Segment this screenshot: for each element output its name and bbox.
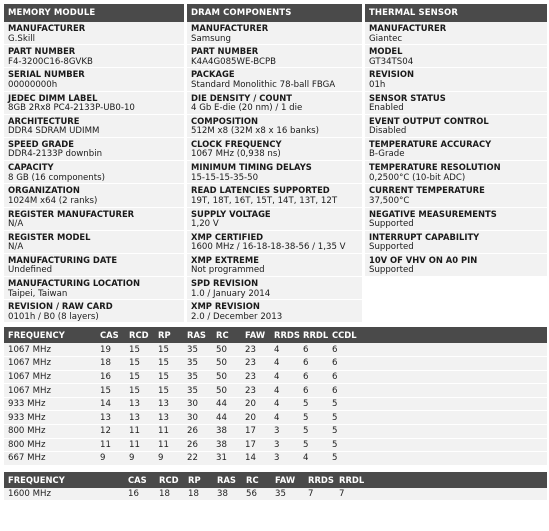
jedec-timing-cell: 4 [270, 397, 299, 411]
thermal-sensor-field [365, 231, 547, 254]
jedec-timing-cell: 13 [154, 411, 183, 425]
jedec-timing-cell: 4 [299, 452, 328, 466]
jedec-timing-cell: 50 [212, 384, 241, 398]
memory-module-field-label: MANUFACTURER [8, 23, 86, 33]
jedec-timing-row [4, 384, 547, 398]
memory-module-field [4, 68, 184, 91]
memory-module-field [4, 115, 184, 138]
memory-module-field-value: 8GB 2Rx8 PC4-2133P-UB0-10 [8, 103, 135, 114]
thermal-sensor-field [365, 184, 547, 207]
jedec-timing-cell: 38 [212, 425, 241, 439]
thermal-sensor-field [365, 22, 547, 45]
dram-components-field [187, 45, 362, 68]
xmp-timing-row [4, 488, 547, 501]
thermal-sensor-field-label: INTERRUPT CAPABILITY [369, 231, 480, 242]
thermal-sensor-field [365, 92, 547, 115]
memory-module-field-value: N/A [8, 219, 24, 229]
memory-module-field-label: REGISTER MODEL [8, 231, 91, 242]
xmp-timing-column-header: RAS [213, 472, 242, 488]
xmp-timing-cell: 16 [124, 488, 155, 501]
thermal-sensor-field-label: 10V OF VHV ON A0 PIN [369, 254, 478, 265]
memory-module-field-value: 1024M x64 (2 ranks) [8, 195, 98, 206]
jedec-timing-column-header: RC [212, 327, 241, 343]
dram-components-field [187, 138, 362, 161]
jedec-timing-cell: 6 [299, 343, 328, 356]
memory-module-field [4, 22, 184, 45]
memory-module-field [4, 277, 184, 300]
dram-components-field-label: PART NUMBER [191, 46, 259, 57]
xmp-timing-column-header: RRDS [304, 472, 335, 488]
memory-module-field-value: 8 GB (16 components) [8, 172, 105, 183]
thermal-sensor-field [365, 208, 547, 231]
jedec-timing-cell: 3 [270, 452, 299, 466]
jedec-timing-row [4, 343, 547, 356]
dram-components-field-value: 4 Gb E-die (20 nm) / 1 die [191, 103, 303, 114]
thermal-sensor-field-label: NEGATIVE MEASUREMENTS [369, 208, 497, 219]
dram-components-field-label: XMP EXTREME [191, 254, 259, 265]
dram-components-field [187, 22, 362, 45]
jedec-timing-row [4, 411, 547, 425]
thermal-sensor-field-label: REVISION [369, 69, 415, 80]
jedec-timing-cell: 35 [183, 370, 212, 384]
jedec-timing-cell: 9 [154, 452, 183, 466]
jedec-timing-cell: 800 MHz [4, 425, 96, 439]
dram-components-field [187, 300, 362, 323]
xmp-timing-cell: 7 [335, 488, 547, 501]
jedec-timing-column-header: CAS [96, 327, 125, 343]
jedec-timing-cell: 17 [241, 425, 270, 439]
memory-module-field-label: ARCHITECTURE [8, 115, 80, 126]
thermal-sensor-field-label: MANUFACTURER [369, 23, 447, 33]
dram-components-field-value: 1.0 / January 2014 [191, 288, 271, 299]
memory-module-field-value: DDR4-2133P downbin [8, 149, 103, 160]
thermal-sensor-field-label: EVENT OUTPUT CONTROL [369, 115, 489, 126]
xmp-timing-column-header: RP [184, 472, 213, 488]
jedec-timing-cell: 11 [154, 425, 183, 439]
memory-module-field [4, 300, 184, 323]
dram-components-field [187, 254, 362, 277]
dram-components-field-label: COMPOSITION [191, 115, 258, 126]
memory-module-field [4, 231, 184, 254]
jedec-timing-cell: 20 [241, 411, 270, 425]
jedec-timing-cell: 50 [212, 357, 241, 371]
jedec-timing-cell: 30 [183, 411, 212, 425]
jedec-timing-cell: 44 [212, 397, 241, 411]
dram-components-field-value: 1600 MHz / 16-18-18-38-56 / 1,35 V [191, 242, 346, 253]
jedec-timing-cell: 11 [154, 438, 183, 452]
memory-module-field-value: Undefined [8, 265, 53, 276]
thermal-sensor-empty-cell [365, 277, 547, 300]
memory-module-field-value: 0101h / B0 (8 layers) [8, 311, 99, 322]
jedec-timing-row [4, 370, 547, 384]
xmp-timing-cell: 56 [242, 488, 271, 501]
jedec-timing-cell: 44 [212, 411, 241, 425]
thermal-sensor-field-value: Enabled [369, 103, 404, 114]
jedec-timing-cell: 13 [96, 411, 125, 425]
memory-module-field-label: PART NUMBER [8, 46, 76, 57]
jedec-timing-column-header: CCDL [328, 327, 547, 343]
thermal-sensor-field [365, 68, 547, 91]
dram-components-field [187, 277, 362, 300]
memory-module-field-label: ORGANIZATION [8, 185, 80, 196]
jedec-timing-cell: 14 [241, 452, 270, 466]
jedec-timing-cell: 3 [270, 438, 299, 452]
dram-components-field-label: CLOCK FREQUENCY [191, 138, 282, 149]
memory-module-field [4, 138, 184, 161]
jedec-timing-cell: 35 [183, 357, 212, 371]
jedec-timing-cell: 4 [270, 343, 299, 356]
dram-components-field-label: READ LATENCIES SUPPORTED [191, 185, 330, 196]
dram-components-field-value: Standard Monolithic 78-ball FBGA [191, 79, 336, 90]
jedec-timings-table [4, 327, 547, 465]
jedec-timing-cell: 26 [183, 425, 212, 439]
memory-module-field-label: MANUFACTURING DATE [8, 254, 118, 265]
dram-components-field-value: Not programmed [191, 265, 265, 276]
jedec-timing-cell: 23 [241, 357, 270, 371]
info-columns [4, 4, 547, 323]
thermal-sensor-field [365, 45, 547, 68]
jedec-timing-cell: 50 [212, 370, 241, 384]
thermal-sensor-field-label: CURRENT TEMPERATURE [369, 185, 485, 196]
thermal-sensor-field-value: Giantec [369, 33, 403, 44]
jedec-timing-cell: 14 [96, 397, 125, 411]
memory-module-field-value: DDR4 SDRAM UDIMM [8, 126, 100, 137]
dram-components-column [187, 4, 365, 323]
jedec-timing-row [4, 397, 547, 411]
jedec-timing-cell: 11 [125, 425, 154, 439]
thermal-sensor-field-value: Supported [369, 242, 414, 253]
dram-components-field-value: 1,20 V [191, 219, 219, 229]
jedec-timing-cell: 9 [96, 452, 125, 466]
jedec-timing-cell: 23 [241, 384, 270, 398]
dram-components-field-label: SUPPLY VOLTAGE [191, 208, 271, 219]
jedec-timing-cell: 6 [328, 384, 547, 398]
jedec-timing-cell: 5 [328, 425, 547, 439]
dram-components-field [187, 92, 362, 115]
jedec-timing-cell: 11 [96, 438, 125, 452]
jedec-timing-cell: 15 [125, 357, 154, 371]
jedec-timing-cell: 933 MHz [4, 411, 96, 425]
jedec-timing-cell: 5 [299, 425, 328, 439]
memory-module-field [4, 161, 184, 184]
xmp-timings-table [4, 472, 547, 502]
spd-info-panel [4, 4, 547, 501]
jedec-timing-cell: 5 [299, 397, 328, 411]
jedec-timing-cell: 6 [299, 370, 328, 384]
thermal-sensor-field-label: MODEL [369, 46, 403, 57]
jedec-timing-cell: 6 [328, 357, 547, 371]
memory-module-header: MEMORY MODULE [4, 4, 184, 22]
thermal-sensor-field-value: 01h [369, 79, 386, 90]
memory-module-field [4, 92, 184, 115]
jedec-timing-cell: 13 [154, 397, 183, 411]
xmp-timing-column-header: RCD [155, 472, 184, 488]
jedec-timing-cell: 50 [212, 343, 241, 356]
xmp-timing-column-header: RC [242, 472, 271, 488]
jedec-timing-cell: 4 [270, 370, 299, 384]
dram-components-field [187, 208, 362, 231]
jedec-timing-cell: 30 [183, 397, 212, 411]
jedec-timing-cell: 15 [125, 384, 154, 398]
memory-module-column [4, 4, 187, 323]
memory-module-field-value: F4-3200C16-8GVKB [8, 56, 93, 67]
dram-components-field-label: PACKAGE [191, 69, 235, 80]
thermal-sensor-field [365, 254, 547, 277]
xmp-header-row [4, 472, 547, 488]
jedec-timing-cell: 13 [125, 397, 154, 411]
jedec-timing-cell: 1067 MHz [4, 384, 96, 398]
thermal-sensor-column [365, 4, 547, 323]
jedec-timing-cell: 17 [241, 438, 270, 452]
jedec-timing-cell: 19 [96, 343, 125, 356]
xmp-timing-cell: 1600 MHz [4, 488, 124, 501]
memory-module-field-value: 00000000h [8, 79, 58, 90]
memory-module-field-value: G.Skill [8, 33, 35, 44]
thermal-sensor-field [365, 138, 547, 161]
dram-components-field-label: MANUFACTURER [191, 23, 269, 33]
jedec-timing-cell: 933 MHz [4, 397, 96, 411]
dram-components-field-value: K4A4G085WE-BCPB [191, 56, 277, 67]
jedec-timing-cell: 31 [212, 452, 241, 466]
memory-module-field [4, 254, 184, 277]
dram-components-field-label: XMP CERTIFIED [191, 231, 264, 242]
thermal-sensor-field-value: GT34TS04 [369, 56, 414, 67]
jedec-timing-cell: 4 [270, 357, 299, 371]
thermal-sensor-field [365, 161, 547, 184]
memory-module-field-value: N/A [8, 242, 24, 253]
dram-components-field-value: 512M x8 (32M x8 x 16 banks) [191, 126, 320, 137]
jedec-timing-cell: 12 [96, 425, 125, 439]
xmp-timing-cell: 18 [184, 488, 213, 501]
xmp-timing-cell: 18 [155, 488, 184, 501]
jedec-timing-cell: 11 [125, 438, 154, 452]
thermal-sensor-field-label: SENSOR STATUS [369, 92, 446, 103]
jedec-timing-row [4, 452, 547, 466]
thermal-sensor-empty-cell [365, 300, 547, 323]
thermal-sensor-field-value: B-Grade [369, 149, 405, 160]
jedec-timing-cell: 15 [154, 370, 183, 384]
dram-components-field-label: MINIMUM TIMING DELAYS [191, 162, 312, 173]
thermal-sensor-field-label: TEMPERATURE RESOLUTION [369, 162, 501, 173]
dram-components-field [187, 68, 362, 91]
jedec-timing-cell: 23 [241, 370, 270, 384]
dram-components-field-label: DIE DENSITY / COUNT [191, 92, 292, 103]
jedec-timing-cell: 5 [328, 411, 547, 425]
jedec-timing-cell: 15 [154, 357, 183, 371]
thermal-sensor-field-label: TEMPERATURE ACCURACY [369, 138, 492, 149]
jedec-timing-cell: 15 [96, 384, 125, 398]
xmp-timing-cell: 38 [213, 488, 242, 501]
jedec-timing-cell: 1067 MHz [4, 370, 96, 384]
jedec-timing-column-header: FAW [241, 327, 270, 343]
jedec-timing-cell: 15 [154, 384, 183, 398]
jedec-timing-column-header: RRDS [270, 327, 299, 343]
memory-module-field-label: MANUFACTURING LOCATION [8, 278, 140, 289]
xmp-timing-cell: 35 [271, 488, 304, 501]
memory-module-field-label: REVISION / RAW CARD [8, 301, 113, 312]
jedec-timing-cell: 3 [270, 425, 299, 439]
dram-components-field [187, 231, 362, 254]
dram-components-header: DRAM COMPONENTS [187, 4, 362, 22]
xmp-timing-cell: 7 [304, 488, 335, 501]
xmp-timing-column-header: CAS [124, 472, 155, 488]
jedec-timing-column-header: RRDL [299, 327, 328, 343]
dram-components-field [187, 161, 362, 184]
dram-components-field [187, 115, 362, 138]
jedec-timing-cell: 4 [270, 384, 299, 398]
xmp-timing-column-header: RRDL [335, 472, 547, 488]
jedec-timing-row [4, 438, 547, 452]
memory-module-field [4, 208, 184, 231]
jedec-timing-cell: 18 [96, 357, 125, 371]
jedec-timing-cell: 4 [270, 411, 299, 425]
dram-components-field-value: Samsung [191, 33, 231, 44]
memory-module-field-label: CAPACITY [8, 162, 54, 173]
dram-components-field [187, 184, 362, 207]
jedec-timing-cell: 15 [125, 343, 154, 356]
jedec-timing-cell: 6 [328, 343, 547, 356]
jedec-timing-cell: 6 [299, 384, 328, 398]
jedec-timing-cell: 5 [299, 411, 328, 425]
jedec-timing-cell: 6 [299, 357, 328, 371]
jedec-timing-cell: 5 [328, 452, 547, 466]
jedec-header-row [4, 327, 547, 343]
jedec-timing-cell: 15 [154, 343, 183, 356]
dram-components-field-value: 15-15-15-35-50 [191, 172, 259, 183]
jedec-timing-cell: 9 [125, 452, 154, 466]
thermal-sensor-field-value: Supported [369, 265, 414, 276]
jedec-timing-cell: 20 [241, 397, 270, 411]
jedec-timing-row [4, 357, 547, 371]
memory-module-field-label: JEDEC DIMM LABEL [8, 92, 98, 103]
memory-module-field [4, 184, 184, 207]
thermal-sensor-field-value: Supported [369, 219, 414, 229]
memory-module-field [4, 45, 184, 68]
thermal-sensor-field-value: 37,500°C [369, 195, 410, 206]
jedec-timing-cell: 1067 MHz [4, 357, 96, 371]
jedec-timing-row [4, 425, 547, 439]
jedec-timing-cell: 38 [212, 438, 241, 452]
thermal-sensor-header: THERMAL SENSOR [365, 4, 547, 22]
jedec-timing-column-header: RCD [125, 327, 154, 343]
jedec-timing-cell: 26 [183, 438, 212, 452]
xmp-timing-column-header: FREQUENCY [4, 472, 124, 488]
thermal-sensor-field-value: 0,2500°C (10-bit ADC) [369, 172, 466, 183]
jedec-timing-cell: 22 [183, 452, 212, 466]
jedec-timing-cell: 23 [241, 343, 270, 356]
xmp-timing-column-header: FAW [271, 472, 304, 488]
dram-components-field-value: 2.0 / December 2013 [191, 311, 283, 322]
dram-components-field-label: XMP REVISION [191, 301, 260, 312]
jedec-timing-cell: 667 MHz [4, 452, 96, 466]
dram-components-field-label: SPD REVISION [191, 278, 259, 289]
jedec-timing-cell: 800 MHz [4, 438, 96, 452]
jedec-timing-cell: 6 [328, 370, 547, 384]
thermal-sensor-field-value: Disabled [369, 126, 407, 137]
jedec-timing-column-header: RP [154, 327, 183, 343]
jedec-timing-cell: 13 [125, 411, 154, 425]
thermal-sensor-field [365, 115, 547, 138]
memory-module-field-label: REGISTER MANUFACTURER [8, 208, 135, 219]
jedec-timing-cell: 35 [183, 384, 212, 398]
dram-components-field-value: 1067 MHz (0,938 ns) [191, 149, 281, 160]
jedec-timing-cell: 35 [183, 343, 212, 356]
dram-components-field-value: 19T, 18T, 16T, 15T, 14T, 13T, 12T [191, 195, 338, 206]
jedec-timing-cell: 16 [96, 370, 125, 384]
memory-module-field-label: SERIAL NUMBER [8, 69, 85, 80]
jedec-timing-cell: 1067 MHz [4, 343, 96, 356]
jedec-timing-cell: 5 [328, 397, 547, 411]
jedec-timing-cell: 15 [125, 370, 154, 384]
jedec-timing-cell: 5 [328, 438, 547, 452]
jedec-timing-column-header: FREQUENCY [4, 327, 96, 343]
memory-module-field-label: SPEED GRADE [8, 138, 74, 149]
memory-module-field-value: Taipei, Taiwan [8, 288, 68, 299]
jedec-timing-cell: 5 [299, 438, 328, 452]
jedec-timing-column-header: RAS [183, 327, 212, 343]
